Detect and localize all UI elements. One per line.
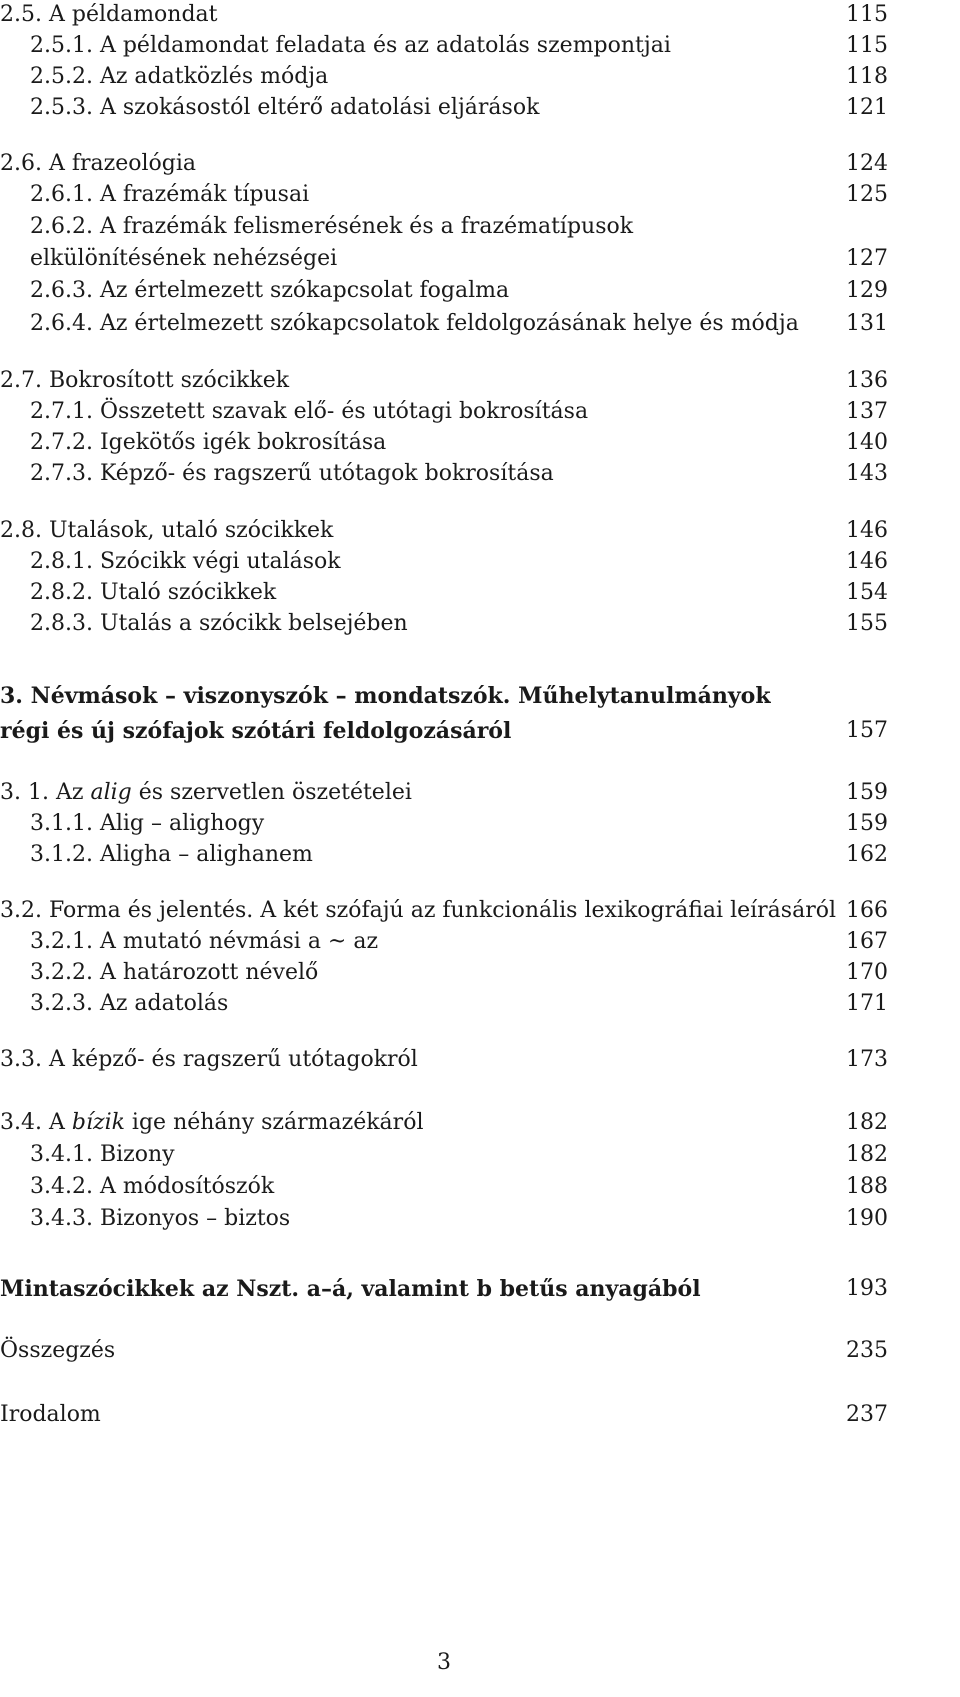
toc-entry-page: 124 — [846, 151, 888, 176]
toc-entry — [0, 896, 888, 926]
toc-entry-page: 146 — [846, 518, 888, 543]
toc-entry-page: 155 — [846, 611, 888, 636]
toc-entry-label: 3.2.3. Az adatolás — [30, 991, 229, 1016]
toc-entry-page: 127 — [846, 246, 888, 271]
toc-entry-label: 2.6.3. Az értelmezett szókapcsolat fogalma — [30, 278, 510, 303]
toc-entry-page: 171 — [846, 991, 888, 1016]
toc-entry-page: 193 — [846, 1276, 888, 1301]
toc-entry-page: 237 — [846, 1402, 888, 1427]
toc-entry — [0, 840, 888, 870]
toc-entry — [0, 516, 888, 546]
toc-entry-page: 121 — [846, 95, 888, 120]
toc-entry-page: 137 — [846, 399, 888, 424]
toc-entry-chapter — [0, 681, 888, 711]
toc-entry-label: 3.2.2. A határozott névelő — [30, 960, 319, 985]
toc-entry-label: 2.8. Utalások, utaló szócikkek — [0, 518, 334, 543]
toc-entry-label: régi és új szófajok szótári feldolgozásáról — [0, 718, 512, 744]
toc-entry — [0, 276, 888, 306]
toc-entry-page: 125 — [846, 182, 888, 207]
toc-entry-page: 154 — [846, 580, 888, 605]
toc-entry — [0, 93, 888, 123]
toc-entry-label: 3.4. A bízik ige néhány származékáról — [0, 1110, 424, 1135]
toc-entry-label: 2.5.1. A példamondat feladata és az adatolás szempontjai — [30, 33, 671, 58]
toc-entry-label: 3.1.2. Aligha – alighanem — [30, 842, 313, 867]
toc-entry-page: 131 — [846, 311, 888, 336]
toc-entry — [0, 1204, 888, 1234]
toc-entry-label: Irodalom — [0, 1402, 101, 1427]
toc-entry — [0, 547, 888, 577]
toc-entry — [0, 31, 888, 61]
toc-entry-page: 182 — [846, 1110, 888, 1135]
toc-entry — [0, 778, 888, 808]
toc-entry-label: 2.5.3. A szokásostól eltérő adatolási eljárások — [30, 95, 540, 120]
toc-entry-label: Összegzés — [0, 1338, 116, 1363]
toc-entry-label: 3.2.1. A mutató névmási a ~ az — [30, 929, 379, 954]
toc-entry-label: 2.8.2. Utaló szócikkek — [30, 580, 277, 605]
toc-entry — [0, 244, 888, 274]
toc-entry-page: 235 — [846, 1338, 888, 1363]
toc-entry-label: 2.6. A frazeológia — [0, 151, 197, 176]
toc-entry-page: 167 — [846, 929, 888, 954]
toc-entry-page: 188 — [846, 1174, 888, 1199]
italic-term: bízik — [71, 1110, 125, 1135]
toc-entry-label: 2.5. A példamondat — [0, 2, 218, 27]
toc-entry-page: 173 — [846, 1047, 888, 1072]
toc-entry-label: 2.7.3. Képző- és ragszerű utótagok bokrosítása — [30, 461, 554, 486]
toc-entry-label: 3.4.2. A módosítószók — [30, 1174, 275, 1199]
toc-entry — [0, 609, 888, 639]
toc-entry-label: 3.2. Forma és jelentés. A két szófajú az funkcionális lexikográfiai leírásáról — [0, 898, 836, 923]
toc-entry — [0, 309, 888, 339]
toc-entry-label: 2.7.2. Igekötős igék bokrosítása — [30, 430, 387, 455]
toc-entry-label: 2.6.2. A frazémák felismerésének és a frazématípusok — [30, 214, 634, 239]
toc-entry-label: 3.1.1. Alig – alighogy — [30, 811, 265, 836]
toc-entry — [0, 1336, 888, 1366]
toc-entry-chapter — [0, 1274, 888, 1304]
toc-entry-page: 182 — [846, 1142, 888, 1167]
toc-entry-label: 3.4.1. Bizony — [30, 1142, 175, 1167]
toc-entry-page: 159 — [846, 780, 888, 805]
toc-entry — [0, 578, 888, 608]
toc-entry — [0, 1108, 888, 1138]
toc-entry — [0, 989, 888, 1019]
toc-entry — [0, 212, 888, 242]
toc-entry-page: 118 — [846, 64, 888, 89]
italic-term: alig — [90, 780, 132, 805]
toc-entry-page: 157 — [846, 718, 888, 743]
toc-entry — [0, 180, 888, 210]
toc-entry-label: 2.8.3. Utalás a szócikk belsejében — [30, 611, 408, 636]
toc-entry-label: elkülönítésének nehézségei — [30, 246, 338, 271]
toc-entry-page: 190 — [846, 1206, 888, 1231]
toc-entry-page: 129 — [846, 278, 888, 303]
toc-entry — [0, 1400, 888, 1430]
toc-entry-label: 2.6.4. Az értelmezett szókapcsolatok feldolgozásának helye és módja — [30, 311, 799, 336]
toc-entry-label: Mintaszócikkek az Nszt. a–á, valamint b betűs anyagából — [0, 1276, 701, 1302]
toc-entry-label: 2.8.1. Szócikk végi utalások — [30, 549, 341, 574]
toc-entry — [0, 397, 888, 427]
toc-entry-label: 2.7. Bokrosított szócikkek — [0, 368, 290, 393]
toc-entry-page: 115 — [846, 33, 888, 58]
toc-entry — [0, 1140, 888, 1170]
toc-entry-chapter — [0, 716, 888, 746]
toc-entry-page: 140 — [846, 430, 888, 455]
toc-entry-label: 2.7.1. Összetett szavak elő- és utótagi bokrosítása — [30, 399, 589, 424]
toc-entry — [0, 0, 888, 30]
toc-entry — [0, 927, 888, 957]
toc-entry — [0, 428, 888, 458]
toc-entry-label: 2.5.2. Az adatközlés módja — [30, 64, 329, 89]
toc-entry — [0, 366, 888, 396]
toc-entry — [0, 809, 888, 839]
toc-entry — [0, 149, 888, 179]
toc-entry-label: 3. 1. Az alig és szervetlen öszetételei — [0, 780, 412, 805]
toc-entry-page: 162 — [846, 842, 888, 867]
toc-entry — [0, 1045, 888, 1075]
toc-entry-page: 115 — [846, 2, 888, 27]
toc-entry-page: 166 — [846, 898, 888, 923]
toc-entry-page: 159 — [846, 811, 888, 836]
toc-entry — [0, 1172, 888, 1202]
toc-entry-label: 3. Névmások – viszonyszók – mondatszók. Műhelytanulmányok — [0, 683, 771, 709]
toc-entry-page: 136 — [846, 368, 888, 393]
page-number: 3 — [437, 1650, 451, 1675]
toc-entry-page: 170 — [846, 960, 888, 985]
toc-entry-label: 3.3. A képző- és ragszerű utótagokról — [0, 1047, 418, 1072]
toc-entry-page: 146 — [846, 549, 888, 574]
toc-entry — [0, 459, 888, 489]
toc-entry-page: 143 — [846, 461, 888, 486]
toc-entry — [0, 62, 888, 92]
toc-entry-label: 3.4.3. Bizonyos – biztos — [30, 1206, 291, 1231]
toc-entry-label: 2.6.1. A frazémák típusai — [30, 182, 310, 207]
toc-entry — [0, 958, 888, 988]
